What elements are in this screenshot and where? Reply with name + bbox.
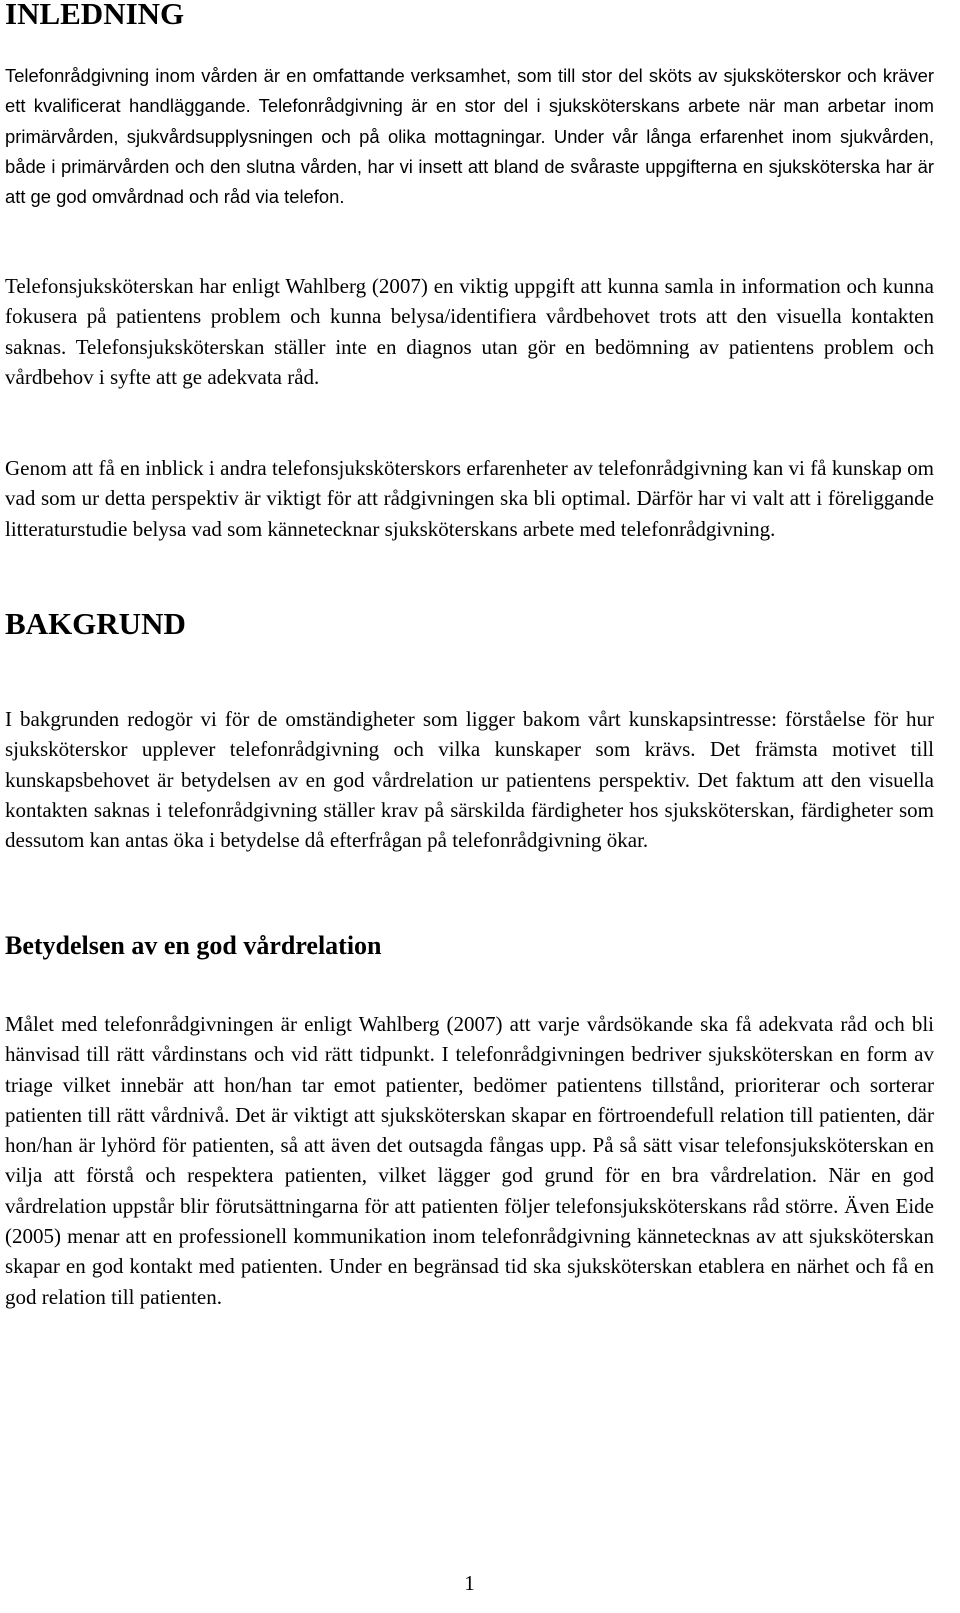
inledning-paragraph-2: Telefonsjuksköterskan har enligt Wahlberg (2007) en viktig uppgift att kunna samla in information och kunna fokusera på patientens problem och kunna belysa/identifiera vårdbehovet trots att den visuella kontakten saknas. Telefonsjuksköterskan ställer inte en diagnos utan gör en bedömning av patientens problem och vårdbehov i syfte att ge adekvata råd. (5, 274, 934, 389)
betydelsen-paragraph-1: Målet med telefonrådgivningen är enligt Wahlberg (2007) att varje vårdsökande ska få adekvata råd och bli hänvisad till rätt vårdinstans och vid rätt tidpunkt. I telefonrådgivningen bedriver sjuksköterskan en form av triage vilket innebär att hon/han tar emot patienter, bedömer patientens tillstånd, prioriterar och sorterar patienten till rätt vårdnivå. Det är viktigt att sjuksköterskan skapar en förtroendefull relation till patienten, där hon/han är lyhörd för patienten, så att även det outsagda fångas upp. På så sätt visar telefonsjuksköterskan en vilja att förstå och respektera patienten, vilket lägger god grund för en bra vårdrelation. När en god vårdrelation uppstår blir förutsättningarna för att patienten följer telefonsjuksköterskans råd större. Även Eide (2005) menar att en professionell kommunikation inom telefonrådgivning kännetecknas av att sjuksköterskan skapar en god kontakt med patienten. Under en begränsad tid ska sjuksköterskan etablera en närhet och få en god relation till patienten. (5, 1012, 934, 1309)
bakgrund-paragraph-1: I bakgrunden redogör vi för de omständigheter som ligger bakom vårt kunskapsintresse: förståelse för hur sjuksköterskor upplever telefonrådgivning och vilka kunskaper som krävs. Det främsta motivet till kunskapsbehovet är betydelsen av en god vårdrelation ur patientens perspektiv. Det faktum att den visuella kontakten saknas i telefonrådgivning ställer krav på särskilda färdigheter hos sjuksköterskan, färdigheter som dessutom kan antas öka i betydelse då efterfrågan på telefonrådgivning ökar. (5, 707, 934, 853)
page-number: 1 (464, 1571, 475, 1595)
heading-inledning: INLEDNING (5, 0, 185, 31)
inledning-paragraph-1: Telefonrådgivning inom vården är en omfattande verksamhet, som till stor del sköts av sjuksköterskor och kräver ett kvalificerat handläggande. Telefonrådgivning är en stor del i sjuksköterskans arbete när man arbetar inom primärvården, sjukvårdsupplysningen och på olika mottagningar. Under vår långa erfarenhet inom sjukvården, både i primärvården och den slutna vården, har vi insett att bland de svåraste uppgifterna en sjuksköterska har är att ge god omvårdnad och råd via telefon. (5, 65, 934, 208)
inledning-paragraph-3: Genom att få en inblick i andra telefonsjuksköterskors erfarenheter av telefonrådgivning kan vi få kunskap om vad som ur detta perspektiv är viktigt för att rådgivningen ska bli optimal. Därför har vi valt att i föreliggande litteraturstudie belysa vad som kännetecknar sjuksköterskans arbete med telefonrådgivning. (5, 456, 934, 541)
heading-bakgrund: BAKGRUND (5, 606, 186, 641)
heading-betydelsen: Betydelsen av en god vårdrelation (5, 931, 382, 960)
